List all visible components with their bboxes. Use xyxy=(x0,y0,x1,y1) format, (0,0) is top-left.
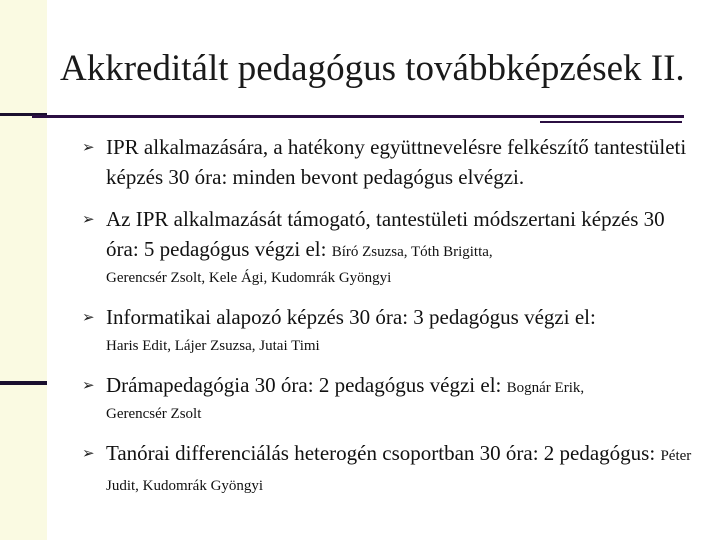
participant-names-line: Gerencsér Zsolt xyxy=(106,406,202,422)
arrow-bullet-icon: ➢ xyxy=(82,308,95,326)
bullet-text: Informatikai alapozó képzés 30 óra: 3 pedagógus végzi el: xyxy=(106,305,596,329)
title-divider xyxy=(32,115,684,118)
arrow-bullet-icon: ➢ xyxy=(82,138,95,156)
bullet-list xyxy=(82,132,692,502)
participant-names-line: Haris Edit, Lájer Zsuzsa, Jutai Timi xyxy=(106,338,320,354)
participant-names: Bíró Zsuzsa, Tóth Brigitta, xyxy=(331,244,493,260)
side-accent-bottom xyxy=(0,381,47,385)
bullet-item-ipr-modszertani xyxy=(82,204,692,290)
side-band xyxy=(0,0,47,540)
slide-title: Akkreditált pedagógus továbbképzések II. xyxy=(60,48,685,89)
bullet-item-dramapedagogia xyxy=(82,370,692,426)
bullet-item-differencialas xyxy=(82,438,692,498)
bullet-text: Az IPR alkalmazását támogató, tantestületi módszertani képzés 30 óra: 5 pedagógus végzi el: xyxy=(106,207,665,261)
participant-names-line: Gerencsér Zsolt, Kele Ági, Kudomrák Gyöngyi xyxy=(106,270,392,286)
arrow-bullet-icon: ➢ xyxy=(82,444,95,462)
bullet-text: IPR alkalmazására, a hatékony együttnevelésre felkészítő tantestületi képzés 30 óra: minden bevont pedagógus elvégzi. xyxy=(106,135,687,189)
participant-names: Bognár Erik, xyxy=(506,380,585,396)
bullet-item-informatikai xyxy=(82,302,692,358)
arrow-bullet-icon: ➢ xyxy=(82,210,95,228)
bullet-text: Tanórai differenciálás heterogén csoportban 30 óra: 2 pedagógus: xyxy=(106,441,656,465)
bullet-text: Drámapedagógia 30 óra: 2 pedagógus végzi el: xyxy=(106,373,502,397)
arrow-bullet-icon: ➢ xyxy=(82,376,95,394)
title-divider-accent xyxy=(540,121,682,123)
bullet-item-ipr-felkeszito xyxy=(82,132,692,192)
participant-names: Péter Judit, Kudomrák Gyöngyi xyxy=(106,448,692,494)
